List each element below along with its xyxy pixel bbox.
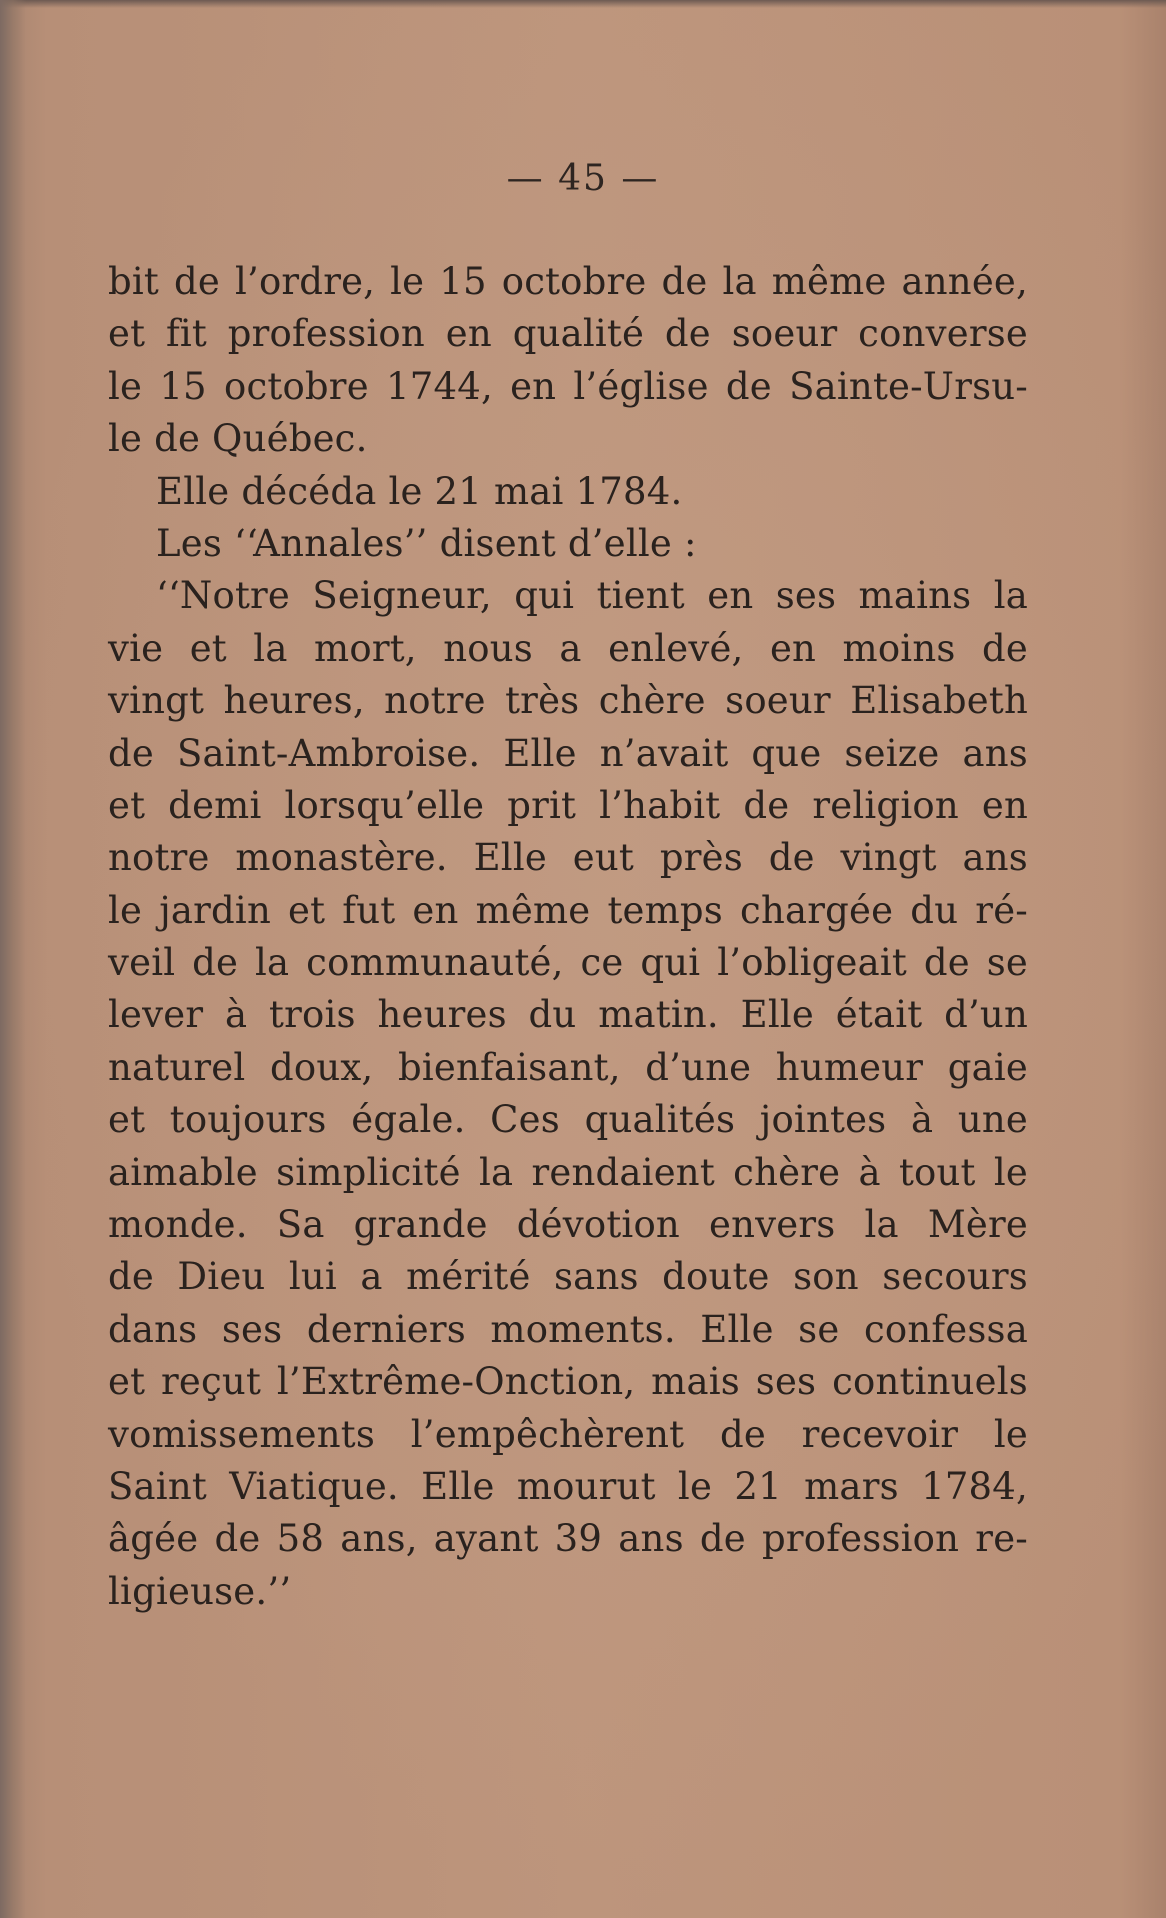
text-line: lever à trois heures du matin. Elle était d’un (108, 993, 1028, 1037)
text-line: ‘‘Notre Seigneur, qui tient en ses mains la (156, 574, 1028, 618)
text-line: le jardin et fut en même temps chargée du ré- (108, 888, 1028, 932)
text-line: âgée de 58 ans, ayant 39 ans de profession re- (108, 1517, 1028, 1561)
text-line: vomissements l’empêchèrent de recevoir le (108, 1412, 1028, 1456)
body-text (108, 256, 1028, 1618)
text-line: notre monastère. Elle eut près de vingt ans (108, 836, 1028, 880)
text-line: dans ses derniers moments. Elle se confessa (108, 1307, 1028, 1351)
text-line: veil de la communauté, ce qui l’obligeait de se (108, 941, 1028, 985)
text-line: vingt heures, notre très chère soeur Elisabeth (108, 679, 1028, 723)
page-binding-edge (0, 0, 26, 1918)
page-top-edge (0, 0, 1166, 8)
text-line: naturel doux, bienfaisant, d’une humeur gaie (108, 1045, 1028, 1089)
text-line: et demi lorsqu’elle prit l’habit de religion en (108, 783, 1028, 827)
text-line: monde. Sa grande dévotion envers la Mère (108, 1203, 1028, 1247)
text-line: aimable simplicité la rendaient chère à tout le (108, 1150, 1028, 1194)
text-line: et fit profession en qualité de soeur converse (108, 312, 1028, 356)
text-line: et reçut l’Extrême-Onction, mais ses continuels (108, 1360, 1028, 1404)
text-line: de Saint-Ambroise. Elle n’avait que seize ans (108, 731, 1028, 775)
text-line: bit de l’ordre, le 15 octobre de la même année, (108, 260, 1028, 303)
text-line: et toujours égale. Ces qualités jointes à une (108, 1098, 1028, 1142)
text-line: le de Québec. (108, 417, 368, 461)
text-line: Saint Viatique. Elle mourut le 21 mars 1784, (108, 1464, 1028, 1508)
text-line: le 15 octobre 1744, en l’église de Sainte-Ursu- (108, 364, 1028, 408)
text-line: Les ‘‘Annales’’ disent d’elle : (156, 521, 697, 565)
text-line: vie et la mort, nous a enlevé, en moins de (108, 626, 1028, 670)
text-line: de Dieu lui a mérité sans doute son secours (108, 1255, 1028, 1299)
text-line: Elle décéda le 21 mai 1784. (156, 469, 683, 513)
text-line: ligieuse.’’ (108, 1569, 292, 1613)
page-number: — 45 — (506, 158, 660, 199)
